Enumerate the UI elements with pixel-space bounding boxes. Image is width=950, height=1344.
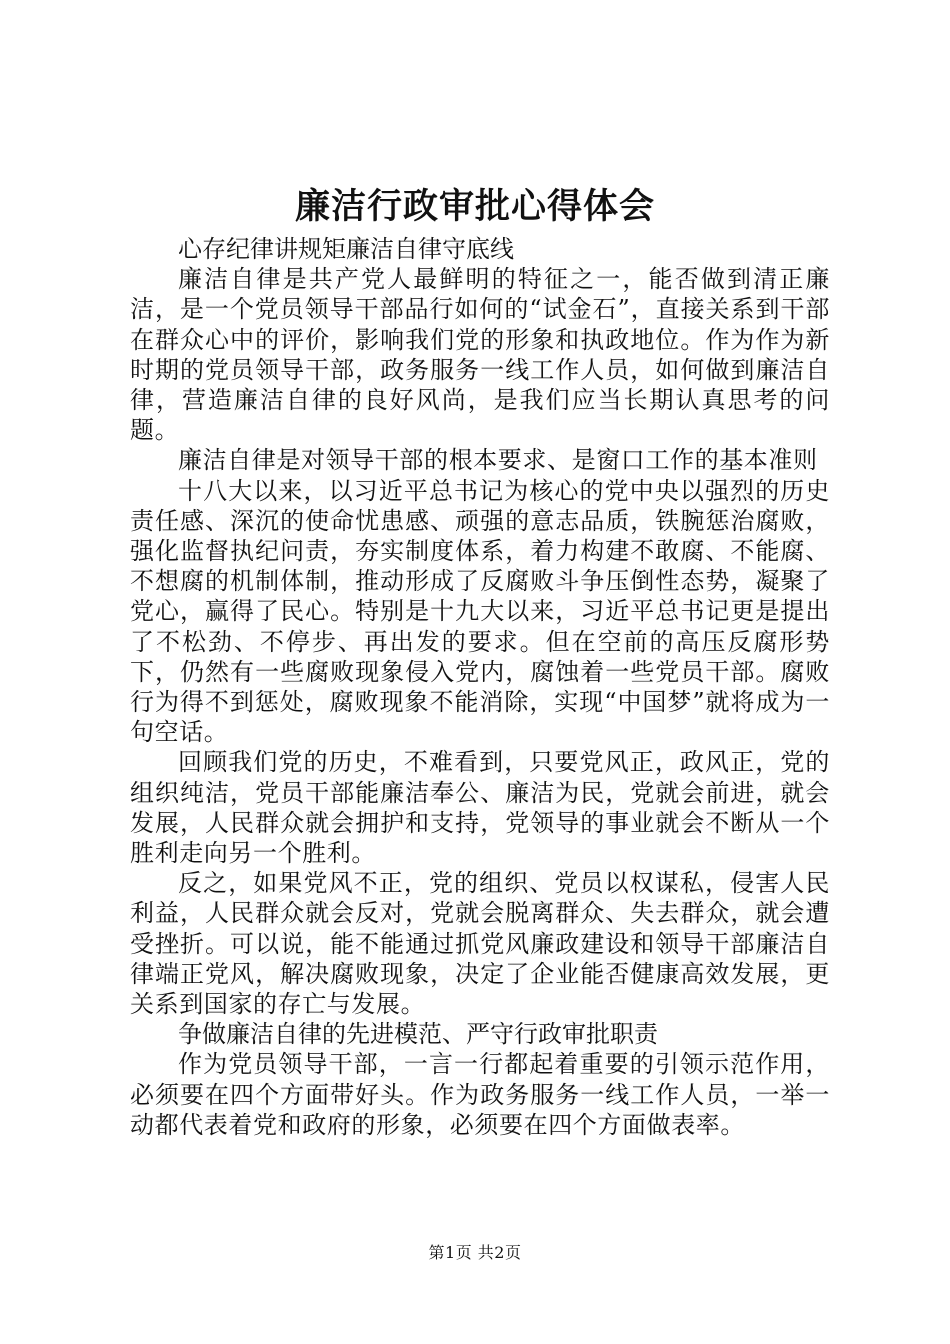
document-body bbox=[130, 234, 830, 1140]
section-heading: 心存纪律讲规矩廉洁自律守底线 bbox=[178, 235, 514, 263]
body-paragraph: 十八大以来，以习近平总书记为核心的党中央以强烈的历史责任感、深沉的使命忧患感、顽强的意志品质，铁腕惩治腐败，强化监督执纪问责，夯实制度体系，着力构建不敢腐、不能腐、不想腐的机制体制，推动形成了反腐败斗争压倒性态势，凝聚了党心，赢得了民心。特别是十九大以来，习近平总书记更是提出了不松劲、不停步、再出发的要求。但在空前的高压反腐形势下，仍然有一些腐败现象侵入党内，腐蚀着一些党员干部。腐败行为得不到惩处，腐败现象不能消除，实现“中国梦”就将成为一句空话。 bbox=[130, 476, 830, 747]
body-paragraph: 回顾我们党的历史，不难看到，只要党风正，政风正，党的组织纯洁，党员干部能廉洁奉公、廉洁为民，党就会前进，就会发展，人民群众就会拥护和支持，党领导的事业就会不断从一个胜利走向另一个胜利。 bbox=[130, 748, 830, 868]
body-paragraph: 作为党员领导干部，一言一行都起着重要的引领示范作用，必须要在四个方面带好头。作为政务服务一线工作人员，一举一动都代表着党和政府的形象，必须要在四个方面做表率。 bbox=[130, 1050, 830, 1139]
document-title: 廉洁行政审批心得体会 bbox=[294, 186, 655, 227]
section-heading: 争做廉洁自律的先进模范、严守行政审批职责 bbox=[178, 1020, 658, 1049]
section-heading: 廉洁自律是对领导干部的根本要求、是窗口工作的基本准则 bbox=[178, 446, 818, 475]
page-number-footer: 第1页 共2页 bbox=[428, 1243, 522, 1262]
body-paragraph: 廉洁自律是共产党人最鲜明的特征之一，能否做到清正廉洁，是一个党员领导干部品行如何的“试金石”，直接关系到干部在群众心中的评价，影响我们党的形象和执政地位。作为作为新时期的党员领导干部，政务服务一线工作人员，如何做到廉洁自律，营造廉洁自律的良好风尚，是我们应当长期认真思考的问题。 bbox=[130, 265, 830, 445]
body-paragraph: 反之，如果党风不正，党的组织、党员以权谋私，侵害人民利益，人民群众就会反对，党就会脱离群众、失去群众，就会遭受挫折。可以说，能不能通过抓党风廉政建设和领导干部廉洁自律端正党风，解决腐败现象，决定了企业能否健康高效发展，更关系到国家的存亡与发展。 bbox=[130, 869, 830, 1019]
